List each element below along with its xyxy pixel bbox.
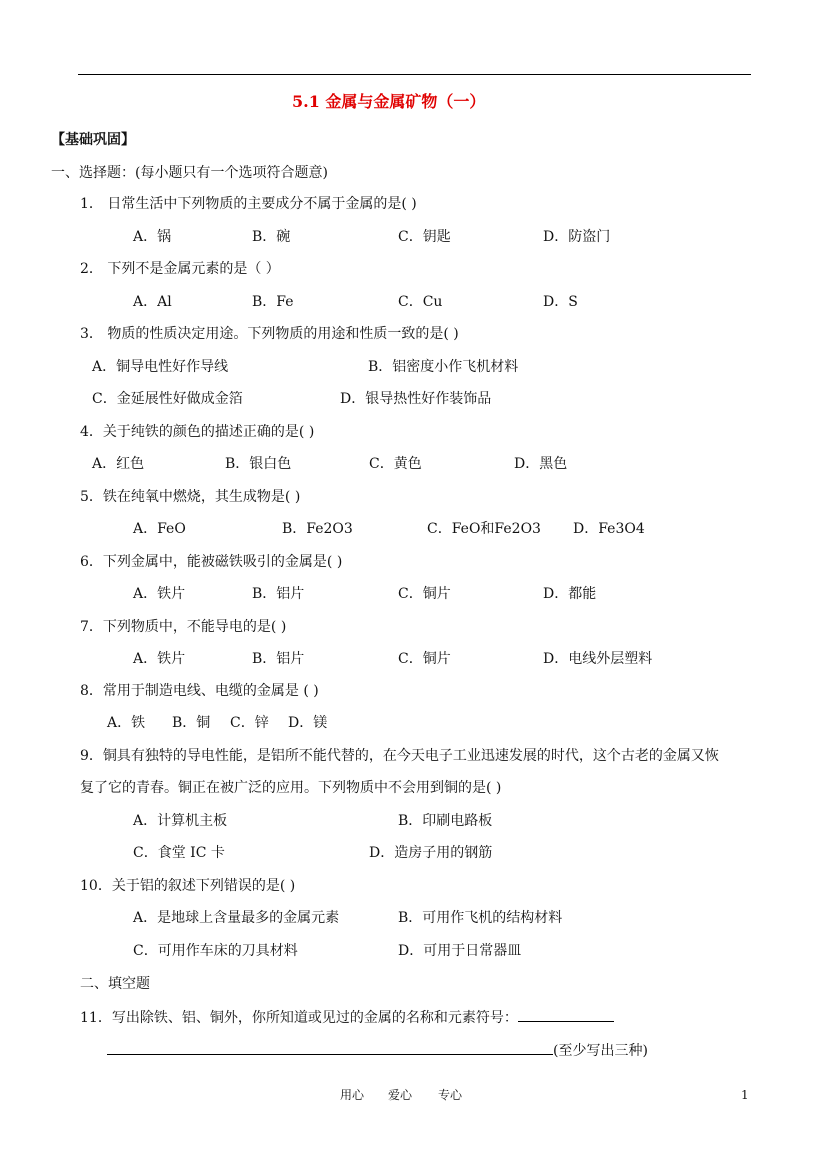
question-8-option-b: B．铜 [172, 715, 211, 731]
question-7-option-d: D．电线外层塑料 [543, 651, 653, 667]
question-10-option-a: A．是地球上含量最多的金属元素 [133, 910, 340, 926]
question-2-option-b: B．Fe [252, 294, 294, 310]
question-4-option-d: D．黑色 [514, 456, 568, 472]
question-2-stem: 2． 下列不是金属元素的是（ ） [80, 261, 280, 277]
question-7-stem: 7．下列物质中，不能导电的是( ) [80, 619, 287, 635]
question-11-note: (至少写出三种) [553, 1043, 648, 1059]
question-8-option-d: D．镁 [288, 715, 328, 731]
question-7-option-c: C．铜片 [398, 651, 451, 667]
footer-right: 专心 [438, 1088, 463, 1102]
question-10-option-c: C．可用作车床的刀具材料 [133, 943, 298, 959]
question-10-option-b: B．可用作飞机的结构材料 [398, 910, 563, 926]
header-rule [78, 74, 751, 75]
question-5-option-a: A．FeO [133, 521, 186, 537]
question-2-option-c: C．Cu [398, 294, 443, 310]
page-number: 1 [741, 1088, 749, 1102]
question-6-stem: 6．下列金属中，能被磁铁吸引的金属是( ) [80, 554, 343, 570]
question-8-option-c: C．锌 [230, 715, 269, 731]
answer-blank-2[interactable] [107, 1040, 553, 1055]
part1-heading: 一、选择题：(每小题只有一个选项符合题意) [51, 165, 328, 181]
question-11-stem [80, 1007, 614, 1027]
question-6-option-c: C．铜片 [398, 586, 451, 602]
question-5-option-d: D．Fe3O4 [573, 521, 645, 537]
question-6-option-a: A．铁片 [133, 586, 186, 602]
question-9-option-c: C．食堂 IC 卡 [133, 845, 225, 861]
question-9-stem-line2: 复了它的青春。铜正在被广泛的应用。下列物质中不会用到铜的是( ) [80, 780, 502, 796]
question-1-stem: 1． 日常生活中下列物质的主要成分不属于金属的是( ) [80, 196, 417, 212]
question-10-option-d: D．可用于日常器皿 [398, 943, 522, 959]
question-5-stem: 5．铁在纯氧中燃烧，其生成物是( ) [80, 489, 301, 505]
question-9-option-b: B．印刷电路板 [398, 813, 493, 829]
answer-blank-1[interactable] [518, 1007, 614, 1022]
question-1-option-a: A．锅 [133, 229, 172, 245]
question-5-option-b: B．Fe2O3 [282, 521, 353, 537]
question-9-option-d: D．造房子用的钢筋 [369, 845, 493, 861]
question-6-option-d: D．都能 [543, 586, 597, 602]
question-11-answer-line [107, 1040, 648, 1060]
question-1-option-d: D．防盗门 [543, 229, 611, 245]
question-6-option-b: B．铝片 [252, 586, 305, 602]
section-basic-heading: 【基础巩固】 [51, 132, 135, 148]
question-3-option-c: C．金延展性好做成金箔 [92, 391, 243, 407]
question-4-option-a: A．红色 [92, 456, 145, 472]
question-1-option-b: B．碗 [252, 229, 291, 245]
question-4-option-c: C．黄色 [369, 456, 422, 472]
question-11-text: 11．写出除铁、铝、铜外，你所知道或见过的金属的名称和元素符号： [80, 1010, 518, 1026]
footer-middle: 爱心 [388, 1088, 413, 1102]
question-9-stem-line1: 9．铜具有独特的导电性能，是铝所不能代替的，在今天电子工业迅速发展的时代，这个古老的金属又恢 [80, 748, 719, 764]
question-1-option-c: C．钥匙 [398, 229, 451, 245]
question-2-option-a: A．Al [133, 294, 172, 310]
question-2-option-d: D．S [543, 294, 578, 310]
question-3-stem: 3． 物质的性质决定用途。下列物质的用途和性质一致的是( ) [80, 326, 459, 342]
question-3-option-d: D．银导热性好作装饰品 [340, 391, 492, 407]
page-title: 5.1 金属与金属矿物（一） [292, 92, 486, 111]
question-7-option-a: A．铁片 [133, 651, 186, 667]
question-9-option-a: A．计算机主板 [133, 813, 228, 829]
question-7-option-b: B．铝片 [252, 651, 305, 667]
part2-heading: 二、填空题 [80, 976, 150, 992]
question-3-option-a: A．铜导电性好作导线 [92, 359, 229, 375]
question-4-stem: 4．关于纯铁的颜色的描述正确的是( ) [80, 424, 315, 440]
footer-left: 用心 [340, 1088, 365, 1102]
question-3-option-b: B．铝密度小作飞机材料 [368, 359, 519, 375]
question-10-stem: 10．关于铝的叙述下列错误的是( ) [80, 878, 296, 894]
question-4-option-b: B．银白色 [225, 456, 292, 472]
question-5-option-c: C．FeO和Fe2O3 [427, 521, 541, 537]
question-8-option-a: A．铁 [107, 715, 146, 731]
question-8-stem: 8．常用于制造电线、电缆的金属是 ( ) [80, 683, 319, 699]
